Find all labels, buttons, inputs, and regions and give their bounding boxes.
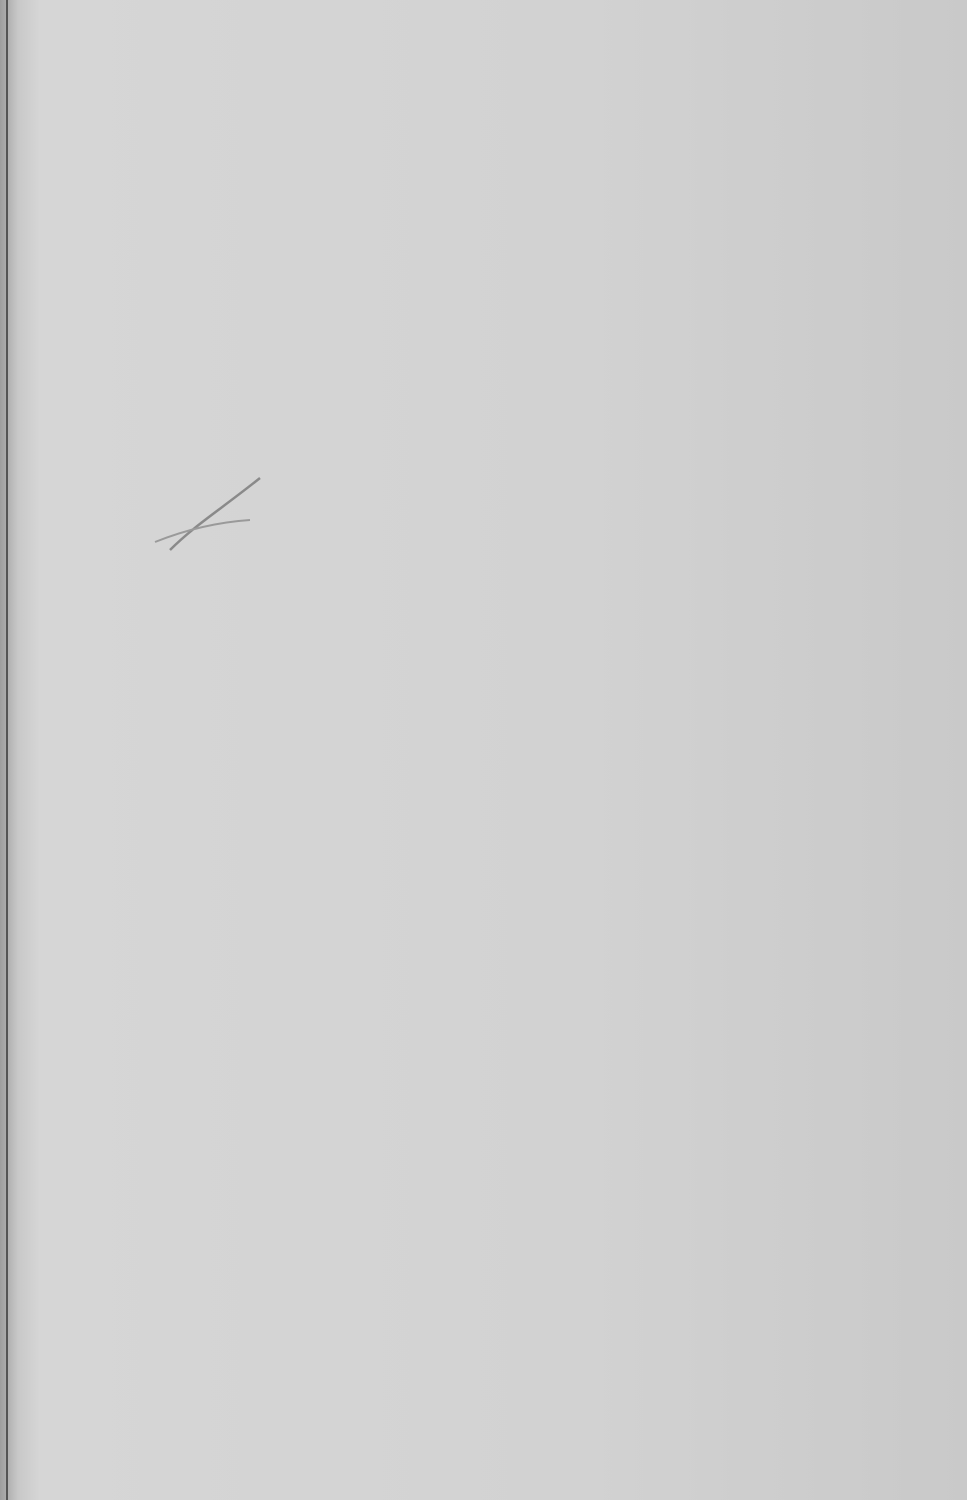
section-heading-row [118, 506, 930, 546]
page-edge-shadow [6, 0, 8, 1500]
